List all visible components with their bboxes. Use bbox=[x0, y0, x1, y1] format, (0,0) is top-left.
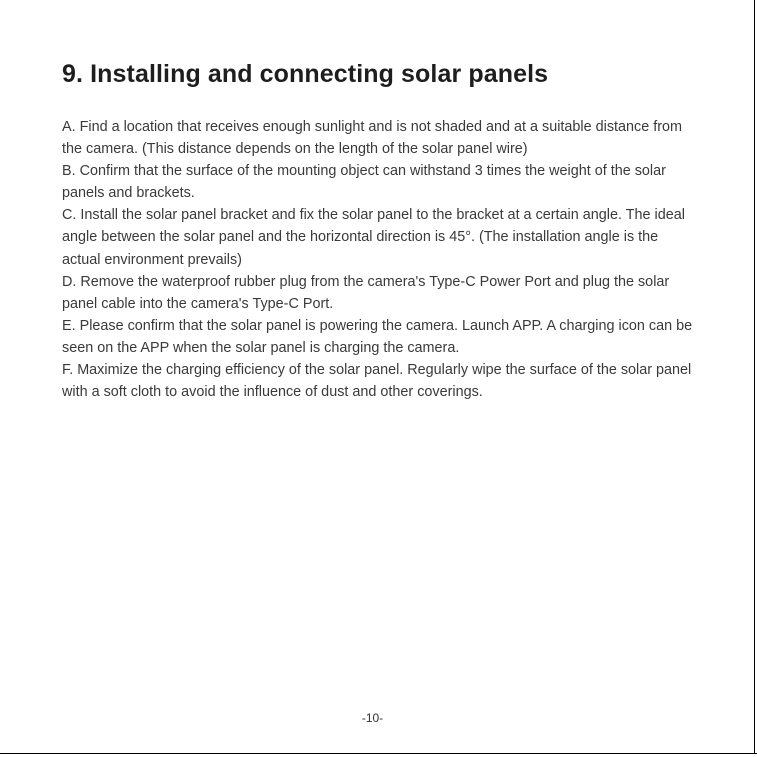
step-f: F. Maximize the charging efficiency of the solar panel. Regularly wipe the surface of the solar panel with a soft cloth to avoid the influence of dust and other coverings. bbox=[62, 362, 692, 401]
section-heading: 9. Installing and connecting solar panels bbox=[62, 60, 549, 88]
bottom-border-line bbox=[0, 753, 757, 754]
instructions-body bbox=[62, 116, 698, 403]
right-border-line bbox=[754, 0, 755, 754]
step-e: E. Please confirm that the solar panel is powering the camera. Launch APP. A charging icon can be seen on the APP when the solar panel is charging the camera. bbox=[62, 317, 693, 356]
page-number: -10- bbox=[361, 711, 384, 725]
step-d: D. Remove the waterproof rubber plug from the camera's Type-C Power Port and plug the solar panel cable into the camera's Type-C Port. bbox=[62, 273, 670, 312]
step-c: C. Install the solar panel bracket and fix the solar panel to the bracket at a certain angle. The ideal angle between the solar panel and the horizontal direction is 45°. (The installation angle is the actual environment prevails) bbox=[62, 207, 685, 268]
step-b: B. Confirm that the surface of the mounting object can withstand 3 times the weight of the solar panels and brackets. bbox=[62, 163, 666, 202]
step-a: A. Find a location that receives enough sunlight and is not shaded and at a suitable distance from the camera. (This distance depends on the length of the solar panel wire) bbox=[62, 119, 682, 158]
